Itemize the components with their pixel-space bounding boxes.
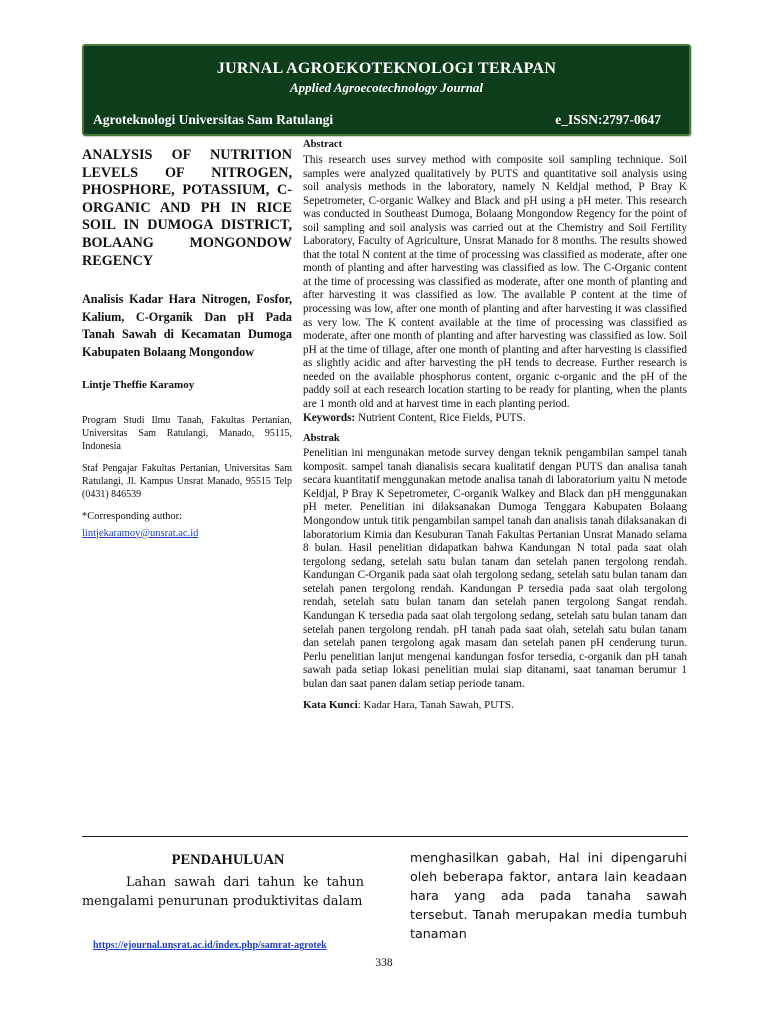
abstract-text: This research uses survey method with composite soil sampling technique. Soil samples were analyzed qualitatively by PUTS and quantitative soil analysis using soil analysis methods in the laboratory, namely N Keldjal method, P Bray K Sepetrometer, C-organic Walkey and Black and pH using a pH meter. This research was conducted in Southeast Dumoga, Bolaang Mongondow Regency for the point of soil sampling and soil analysis was carried out at the Chemistry and Soil Fertility Laboratory, Faculty of Agriculture, Unsrat Manado for 8 months. The results showed that the total N content at the time of processing was classified as moderate, after one month of planting and after harvesting was classified as low. The C-Organic content at the time of processing was classified as moderate, after one month of planting and after harvesting it was classified as low. The available P content at the time of processing was low, after one month of planting and after harvesting it was classified as very low. The K content available at the time of processing was classified as moderate, after one month of planting and after harvesting was classified as low. Soil pH at the time of tillage, after one month of planting and after harvesting is classified as slightly acidic and after harvesting the pH tends to decrease. Further research is needed on the available phosphorus content, organic c-organic and the pH of the paddy soil at each research location starting to be ready for planting, when the plants are 1 month old and at harvest time in each planting period.: [303, 154, 687, 410]
kata-kunci-label: Kata Kunci: [303, 698, 358, 711]
article-info-column: [82, 147, 292, 541]
introduction-right-text: menghasilkan gabah, Hal ini dipengaruhi oleh beberapa faktor, antara lain keadaan hara yang ada pada tanaha sawah tersebut. Tanah merupakan media tumbuh tanaman: [410, 850, 687, 941]
page-number: 338: [375, 957, 393, 969]
author-affiliation-1: Program Studi Ilmu Tanah, Fakultas Pertanian, Universitas Sam Ratulangi, Manado, 95115, Indonesia: [82, 414, 292, 452]
corresponding-email-link[interactable]: lintjekaramoy@unsrat.ac.id: [82, 527, 199, 539]
abstrak-keywords: [303, 699, 687, 713]
corresponding-author-label: *Corresponding author:: [82, 510, 183, 522]
abstrak-heading: Abstrak: [303, 432, 340, 444]
keywords-label: Keywords:: [303, 412, 356, 425]
article-title-english: ANALYSIS OF NUTRITION LEVELS OF NITROGEN, PHOSPHORE, POTASSIUM, C-ORGANIC AND PH IN RICE SOIL IN DUMOGA DISTRICT, BOLAANG MONGONDOW REGENCY: [82, 147, 292, 269]
section-divider: [82, 836, 688, 837]
journal-subtitle: Applied Agroecotechnology Journal: [289, 80, 484, 95]
abstract-heading: Abstract: [303, 139, 343, 150]
keywords-value: Nutrient Content, Rice Fields, PUTS.: [355, 412, 526, 425]
author-affiliation-2: Staf Pengajar Fakultas Pertanian, Universitas Sam Ratulangi, Jl. Kampus Unsrat Manado, 95515 Telp (0431) 846539: [82, 462, 292, 500]
introduction-left-column: [82, 852, 364, 911]
journal-url-link[interactable]: https://ejournal.unsrat.ac.id/index.php/samrat-agrotek: [93, 940, 327, 951]
journal-title: JURNAL AGROEKOTEKNOLOGI TERAPAN: [216, 60, 557, 77]
kata-kunci-value: : Kadar Hara, Tanah Sawah, PUTS.: [357, 698, 514, 711]
abstrak-text: Penelitian ini mengunakan metode survey dengan teknik pengambilan sampel tanah komposit. sampel tanah dianalisis secara kualitatif dengan PUTS dan analisa tanah secara kuantitatif menggunakan metode analisa tanah di laboratorium yaitu N metode Keldjal, P Bray K Sepetrometer, C-organik Walkey and Black dan pH menggunakan pH meter. Penelitian ini dilaksanakan Dumoga Tenggara Kabupaten Bolaang Mongondow untuk titik pengambilan sampel tanah dan analisis tanah dilaksanakan di laboratorium Kimia dan Kesuburan Tanah Fakultas Pertanian Unsrat Manado selama 8 bulan. Hasil penelitian didapatkan bahwa Kandungan N total pada saat olah tergolong sedang, setelah satu bulan tanam dan setelah panen tergolong rendah. Kandungan C-Organik pada saat olah tergolong sedang, setelah satu bulan tanam dan setelah panen tergolong rendah. Kandungan P tersedia pada saat olah tergolong rendah, setelah satu bulan tanam dan setelah panen tergolong Sangat rendah. Kandungan K tersedia pada saat olah tergolong sedang, setelah satu bulan tanam dan setelah panen tergolong rendah. pH tanah pada saat olah, setelah satu bulan tanam dan setelah panen tergolong agak masam dan setelah panen pH cenderung turun. Perlu penelitian lanjut mengenai kandungan fosfor tersedia, c-organik dan pH tanah sawah pada setiap lokasi penelitian mulai siap ditanami, saat tanaman berumur 1 bulan dan saat panen dalam setiap periode tanam.: [303, 446, 687, 691]
journal-header: [82, 44, 691, 136]
introduction-left-text: Lahan sawah dari tahun ke tahun mengalami penurunan produktivitas dalam: [82, 875, 364, 909]
issn-number: e_ISSN:2797-0647: [555, 112, 661, 127]
institution-name: Agroteknologi Universitas Sam Ratulangi: [93, 112, 334, 127]
author-name: Lintje Theffie Karamoy: [82, 378, 195, 391]
article-title-indonesian: Analisis Kadar Hara Nitrogen, Fosfor, Kalium, C-Organik Dan pH Pada Tanah Sawah di Kecamatan Dumoga Kabupaten Bolaang Mongondow: [82, 292, 292, 359]
abstract-keywords: [303, 412, 687, 426]
abstract-column: [303, 138, 687, 712]
introduction-heading: PENDAHULUAN: [171, 852, 285, 868]
